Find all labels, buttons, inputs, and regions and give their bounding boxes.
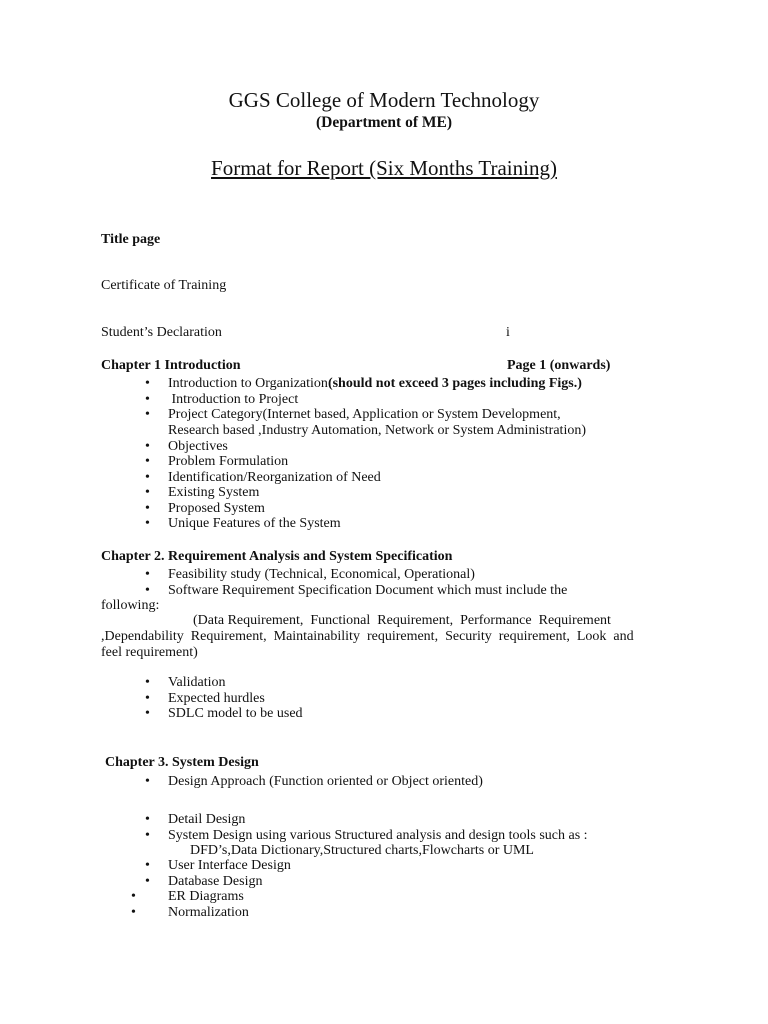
- list-item: Normalization: [168, 905, 249, 920]
- list-item: Validation: [168, 675, 226, 690]
- bullet-icon: •: [145, 470, 150, 485]
- requirements-line: ,Dependability Requirement, Maintainability requirement, Security requirement, Look and: [101, 629, 634, 644]
- chapter1-heading: Chapter 1 Introduction: [101, 358, 241, 373]
- chapter3-heading: Chapter 3. System Design: [105, 755, 259, 770]
- list-item: Feasibility study (Technical, Economical, Operational): [168, 567, 475, 582]
- list-item: Identification/Reorganization of Need: [168, 470, 381, 485]
- bullet-icon: •: [145, 583, 150, 598]
- bullet-icon: •: [145, 828, 150, 843]
- list-item: Design Approach (Function oriented or Object oriented): [168, 774, 483, 789]
- bullet-icon: •: [145, 439, 150, 454]
- bullet-icon: •: [145, 407, 150, 422]
- certificate-label: Certificate of Training: [101, 278, 227, 293]
- department-name: (Department of ME): [315, 114, 452, 131]
- bullet-icon: •: [145, 874, 150, 889]
- list-item-note: (should not exceed 3 pages including Figs.): [327, 376, 582, 391]
- list-item: Introduction to Project: [168, 392, 299, 407]
- list-item: Software Requirement Specification Document which must include the: [168, 583, 568, 598]
- bullet-icon: •: [145, 812, 150, 827]
- list-item: Problem Formulation: [168, 454, 289, 469]
- bullet-icon: •: [145, 501, 150, 516]
- list-item-continuation: DFD’s,Data Dictionary,Structured charts,Flowcharts or UML: [190, 843, 534, 858]
- list-item: System Design using various Structured analysis and design tools such as :: [168, 828, 588, 843]
- list-item: ER Diagrams: [168, 889, 244, 904]
- bullet-icon: •: [145, 675, 150, 690]
- bullet-icon: •: [131, 889, 136, 904]
- requirements-line: feel requirement): [101, 645, 198, 660]
- bullet-icon: •: [145, 485, 150, 500]
- list-item: Project Category(Internet based, Application or System Development,: [168, 407, 561, 422]
- chapter1-page: Page 1 (onwards): [507, 358, 611, 373]
- chapter2-heading: Chapter 2. Requirement Analysis and System Specification: [101, 549, 453, 564]
- bullet-icon: •: [145, 691, 150, 706]
- list-item: Expected hurdles: [168, 691, 265, 706]
- list-item: Proposed System: [168, 501, 265, 516]
- requirements-line: (Data Requirement, Functional Requirement, Performance Requirement: [193, 613, 611, 628]
- bullet-icon: •: [145, 567, 150, 582]
- bullet-icon: •: [145, 858, 150, 873]
- list-item: Unique Features of the System: [168, 516, 341, 531]
- report-title: Format for Report (Six Months Training): [211, 156, 557, 180]
- list-item-text: Introduction to Organization: [168, 376, 328, 391]
- list-item-continuation: Research based ,Industry Automation, Network or System Administration): [168, 423, 586, 438]
- bullet-icon: •: [145, 376, 150, 391]
- declaration-page-number: i: [506, 325, 510, 340]
- bullet-icon: •: [145, 392, 150, 407]
- title-page-label: Title page: [101, 232, 161, 247]
- list-item: Detail Design: [168, 812, 246, 827]
- list-item: SDLC model to be used: [168, 706, 303, 721]
- bullet-icon: •: [131, 905, 136, 920]
- list-item: User Interface Design: [168, 858, 291, 873]
- list-item: Database Design: [168, 874, 263, 889]
- list-item: [168, 376, 582, 392]
- college-name: GGS College of Modern Technology: [228, 88, 540, 112]
- list-item: Objectives: [168, 439, 228, 454]
- list-item-continuation: following:: [101, 598, 160, 613]
- declaration-label: Student’s Declaration: [101, 325, 222, 340]
- bullet-icon: •: [145, 706, 150, 721]
- bullet-icon: •: [145, 454, 150, 469]
- list-item: Existing System: [168, 485, 260, 500]
- bullet-icon: •: [145, 516, 150, 531]
- bullet-icon: •: [145, 774, 150, 789]
